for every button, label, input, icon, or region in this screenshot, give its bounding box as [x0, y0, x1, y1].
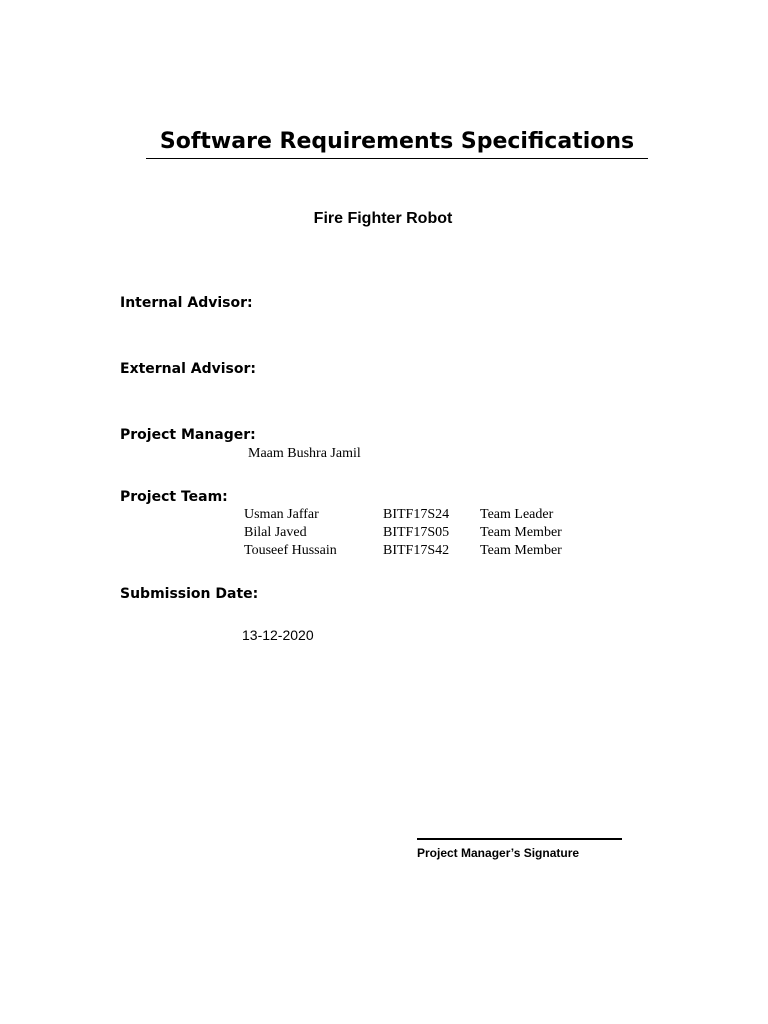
submission-date-value: 13-12-2020	[242, 627, 314, 643]
team-member-role: Team Leader	[480, 507, 554, 522]
project-manager-name: Maam Bushra Jamil	[248, 446, 361, 461]
team-member-id: BITF17S42	[383, 543, 450, 558]
team-table	[244, 506, 590, 560]
team-member-role: Team Member	[480, 543, 562, 558]
team-member-name: Touseef Hussain	[244, 543, 337, 558]
project-name: Fire Fighter Robot	[313, 210, 453, 227]
team-member-id: BITF17S24	[383, 507, 450, 522]
project-manager-label: Project Manager:	[120, 427, 256, 443]
document-title: Software Requirements Specifications	[146, 126, 648, 159]
team-row	[244, 506, 590, 524]
team-row	[244, 524, 590, 542]
signature-line	[417, 838, 622, 840]
project-team-label: Project Team:	[120, 489, 228, 505]
team-member-name: Usman Jaffar	[244, 507, 319, 522]
internal-advisor-label: Internal Advisor:	[120, 295, 253, 311]
team-member-id: BITF17S05	[383, 525, 450, 540]
team-member-role: Team Member	[480, 525, 562, 540]
team-member-name: Bilal Javed	[244, 525, 307, 540]
submission-date-label: Submission Date:	[120, 586, 259, 602]
team-row	[244, 542, 590, 560]
external-advisor-label: External Advisor:	[120, 361, 257, 377]
signature-caption: Project Manager’s Signature	[417, 846, 580, 860]
